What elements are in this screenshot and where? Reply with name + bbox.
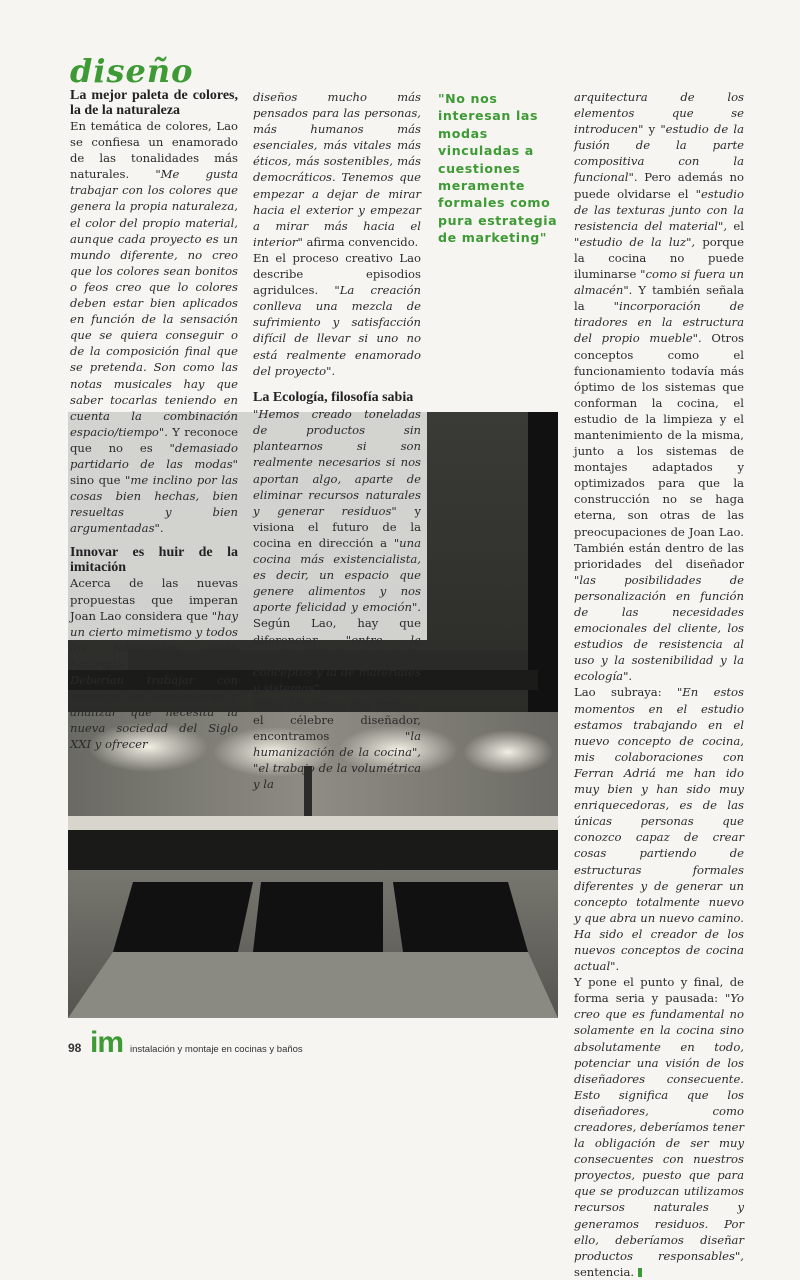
quote: "Hemos creado toneladas de productos sin plantearnos si son realmente necesarios si nos aportan algo, aparte de eliminar recursos naturales y generar residuos": [253, 407, 421, 518]
section-title: diseño: [70, 52, 194, 90]
text: Según Lao, hay que diferenciar: [253, 616, 421, 647]
quote: "hay un cierto mimetismo y todos los fabricantes están haciendo lo mismo. Deberían trabajar con nosotros los diseñadores y analizar qué necesita la nueva sociedad del Siglo XXI y ofrecer: [70, 608, 238, 752]
text: y: [648, 122, 656, 137]
text: Y también señala la: [574, 283, 744, 314]
text: Y pone el punto y final, de forma seria y pausada:: [574, 975, 744, 1006]
text: Acerca de las nuevas propuestas que imperan Joan Lao considera que: [70, 576, 238, 623]
column-2-paragraph-2: [253, 250, 421, 379]
text: y visiona el futuro de la cocina en dirección a: [253, 503, 421, 550]
column-1-paragraph-1: [70, 118, 238, 536]
magazine-logo: im: [90, 1026, 124, 1059]
text: Pero además no puede olvidarse el: [574, 170, 745, 201]
quote: "demasiado partidario de las modas": [70, 440, 238, 471]
quote: "la humanización de la cocina", "el trabajo de la volumétrica y la: [253, 729, 421, 792]
text: sentencia.: [574, 1264, 635, 1279]
quote: "como si fuera un almacén".: [574, 267, 744, 298]
heading-ecologia: La Ecología, filosofía sabia: [253, 389, 414, 405]
column-3: [574, 89, 744, 1280]
heading-innovar: Innovar es huir de la imitación: [70, 545, 238, 575]
quote: "estudio de las texturas junto con la resistencia del material",: [574, 186, 744, 233]
text: sino que: [70, 473, 121, 488]
column-1-paragraph-2: [70, 575, 238, 752]
text: porque la cocina no puede iluminarse: [574, 234, 745, 282]
column-2-paragraph-4: [253, 696, 421, 793]
heading-palette: La mejor paleta de colores, la de la naturaleza: [70, 88, 238, 118]
page-number: 98: [68, 1041, 82, 1055]
column-3-paragraph-2: [574, 684, 744, 974]
quote: "La creación conlleva una mezcla de sufrimiento y satisfacción difícil de llevar si uno no está realmente enamorado del proyecto".: [253, 283, 421, 378]
quote: "me inclino por las cosas bien hechas, bien resueltas y bien argumentadas".: [70, 473, 239, 536]
column-3-paragraph-3: [574, 974, 744, 1280]
text: afirma convencido.: [306, 234, 419, 249]
quote: arquitectura de los elementos que se introducen": [574, 90, 744, 137]
quote: "entre la investigación de I+D+I de conceptos y la de materiales y sistemas".: [253, 632, 421, 695]
column-2-paragraph-3: [253, 406, 421, 696]
quote: "Me gusta trabajar con los colores que genera la propia naturaleza, el color del propio material, aunque cada proyecto es un mundo diferente, no creo que los colores sean bonitos o feos creo que lo colores deben estar bien aplicados en función de la sensación que se quiera conseguir o de la composición final que se pretenda. Son como las notas musicales hay que saber tocarlas teniendo en cuenta la combinación espacio/tiempo".: [70, 167, 238, 439]
quote: diseños mucho más pensados para las personas, más humanos más esenciales, más vitales más éticos, más sostenibles, más democráticos. Tenemos que empezar a dejar de mirar hacia el exterior y empezar a mirar más hacia el interior": [253, 90, 421, 249]
text: En el proceso creativo Lao describe episodios agridulces.: [253, 250, 421, 298]
quote: "Yo creo que es fundamental no solamente en la cocina sino absolutamente en todo, potenciar una visión de los diseñadores consecuente. Esto significa que los diseñadores, como creadores, deberíamos tener la obligación de ser muy consecuentes con nuestros proyectos, puesto que para que se produzcan utilizamos recursos naturales y generamos residuos. Por ello, deberíamos diseñar productos responsables",: [574, 991, 745, 1263]
end-mark: [638, 1268, 642, 1277]
text: Entre los temas que destaca el célebre diseñador, encontramos: [253, 696, 421, 744]
text: Y reconoce que no es: [70, 424, 238, 455]
text: En temática de colores, Lao se confiesa un enamorado de las tonalidades más naturales.: [70, 119, 238, 182]
magazine-name: instalación y montaje en cocinas y baños: [130, 1044, 303, 1055]
quote: "una cocina más existencialista, es decir, un espacio que genere alimentos y nos aporte felicidad y emoción".: [253, 535, 421, 615]
column-3-paragraph-1: [574, 89, 744, 684]
quote: "incorporación de tiradores en la estructura del propio mueble".: [574, 299, 744, 346]
text: Lao subraya:: [574, 685, 662, 700]
text: el: [733, 218, 744, 233]
quote: "estudio de la fusión de la parte compositiva con la funcional".: [574, 122, 744, 185]
quote: "las posibilidades de personalización en función de las necesidades emocionales del cliente, los estudios de resistencia al uso y la sostenibilidad y la ecología".: [574, 572, 744, 684]
quote: "En estos momentos en el estudio estamos trabajando en el nuevo concepto de cocina, mis colaboraciones con Ferran Adriá me han ido muy bien y han sido muy enriquecedoras, es de las únicas personas que conozco capaz de crear cosas partiendo de estructuras formales diferentes y de generar un concepto totalmente nuevo y que abra un nuevo camino. Ha sido el creador de los nuevos conceptos de cocina actual".: [574, 685, 744, 974]
column-2: [253, 89, 421, 792]
text: Otros conceptos como el funcionamiento todavía más óptimo de los sistemas que conforman la cocina, el estudio de la limpieza y el mantenimiento de la misma, junto a los sistemas de montajes adaptados y optimizados para que la construcción no se haga eterna, son otras de las preocupaciones de Joan Lao. También están dentro de las prioridades del diseñador: [574, 331, 745, 571]
quote: "estudio de la luz",: [574, 234, 696, 249]
pull-quote: "No nos interesan las modas vinculadas a cuestiones meramente formales como pura estrategia de marketing": [438, 91, 558, 246]
column-1: [70, 89, 238, 752]
column-2-paragraph-1: [253, 89, 421, 250]
